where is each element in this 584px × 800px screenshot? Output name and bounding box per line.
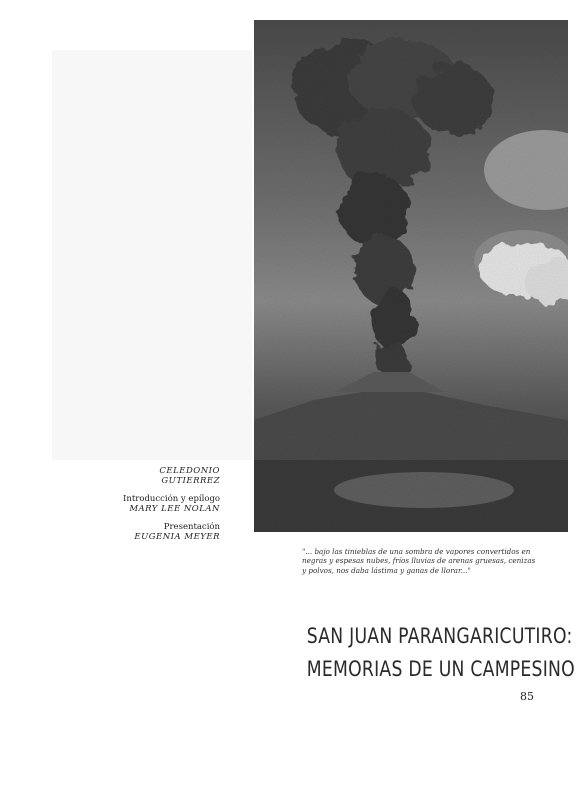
page-shadow — [52, 50, 252, 460]
article-title-line-2: MEMORIAS DE UN CAMPESINO — [306, 657, 575, 681]
author-name: CELEDONIO GUTIERREZ — [159, 466, 220, 486]
presentation-name: EUGENIA MEYER — [134, 532, 220, 542]
presentation-credit — [100, 522, 220, 542]
intro-credit — [100, 494, 220, 514]
epigraph-quote: "... bajo las tinieblas de una sombra de vapores convertidos en negras y espesas nubes, fríos lluvias de arenas gruesas, cenizas y polvos, nos daba lástima y ganas de llorar..." — [302, 547, 536, 575]
presentation-label: Presentación — [163, 522, 220, 532]
article-title-line-1: SAN JUAN PARANGARICUTIRO: — [306, 624, 573, 648]
intro-name: MARY LEE NOLAN — [129, 504, 220, 514]
intro-label: Introducción y epílogo — [123, 494, 220, 504]
page-number: 85 — [520, 690, 534, 703]
volcano-eruption-photo — [254, 20, 568, 532]
credits — [100, 466, 220, 550]
